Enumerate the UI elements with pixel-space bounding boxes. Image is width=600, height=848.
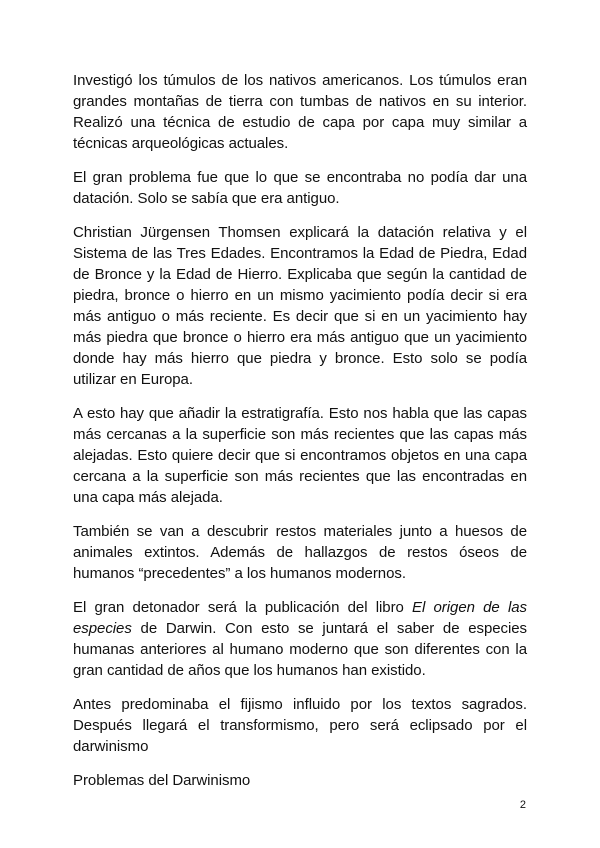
book-title: El origen de las especies xyxy=(73,599,527,637)
paragraph-tumulos: Investigó los túmulos de los nativos americanos. Los túmulos eran grandes montañas de tierra con tumbas de nativos en su interior. Realizó una técnica de estudio de capa por capa muy similar a técnicas arqueológicas actuales. xyxy=(73,72,527,152)
paragraph-fijismo: Antes predominaba el fijismo influido por los textos sagrados. Después llegará el transformismo, pero será eclipsado por el darwinismo xyxy=(73,696,527,755)
paragraph-estratigrafia: A esto hay que añadir la estratigrafía. Esto nos habla que las capas más cercanas a la superficie son más recientes que las capas más alejadas. Esto quiere decir que si encontramos objetos en una capa cercana a la superficie son más recientes que las encontradas en una capa más alejada. xyxy=(73,405,527,506)
page-number: 2 xyxy=(519,799,526,811)
paragraph-darwin-before: El gran detonador será la publicación del libro xyxy=(73,599,413,616)
section-heading: Problemas del Darwinismo xyxy=(73,772,251,789)
paragraph-datacion-problem: El gran problema fue que lo que se encontraba no podía dar una datación. Solo se sabía que era antiguo. xyxy=(73,169,527,207)
paragraph-darwin-publication xyxy=(73,597,527,681)
paragraph-tres-edades: Christian Jürgensen Thomsen explicará la datación relativa y el Sistema de las Tres Edades. Encontramos la Edad de Piedra, Edad de Bronce y la Edad de Hierro. Explicaba que según la cantidad de piedra, bronce o hierro en un mismo yacimiento podía decir si era más antiguo o más reciente. Es decir que si en un yacimiento hay más piedra que bronce o hierro era más antiguo que un yacimiento donde hay más hierro que piedra y bronce. Esto solo se podía utilizar en Europa. xyxy=(73,224,527,388)
document-body xyxy=(73,70,527,804)
paragraph-darwin-after: de Darwin. Con esto se juntará el saber de especies humanas anteriores al humano moderno que son diferentes con la gran cantidad de años que los humanos han existido. xyxy=(73,620,527,679)
paragraph-restos-materiales: También se van a descubrir restos materiales junto a huesos de animales extintos. Además de hallazgos de restos óseos de humanos “precedentes” a los humanos modernos. xyxy=(73,523,527,582)
